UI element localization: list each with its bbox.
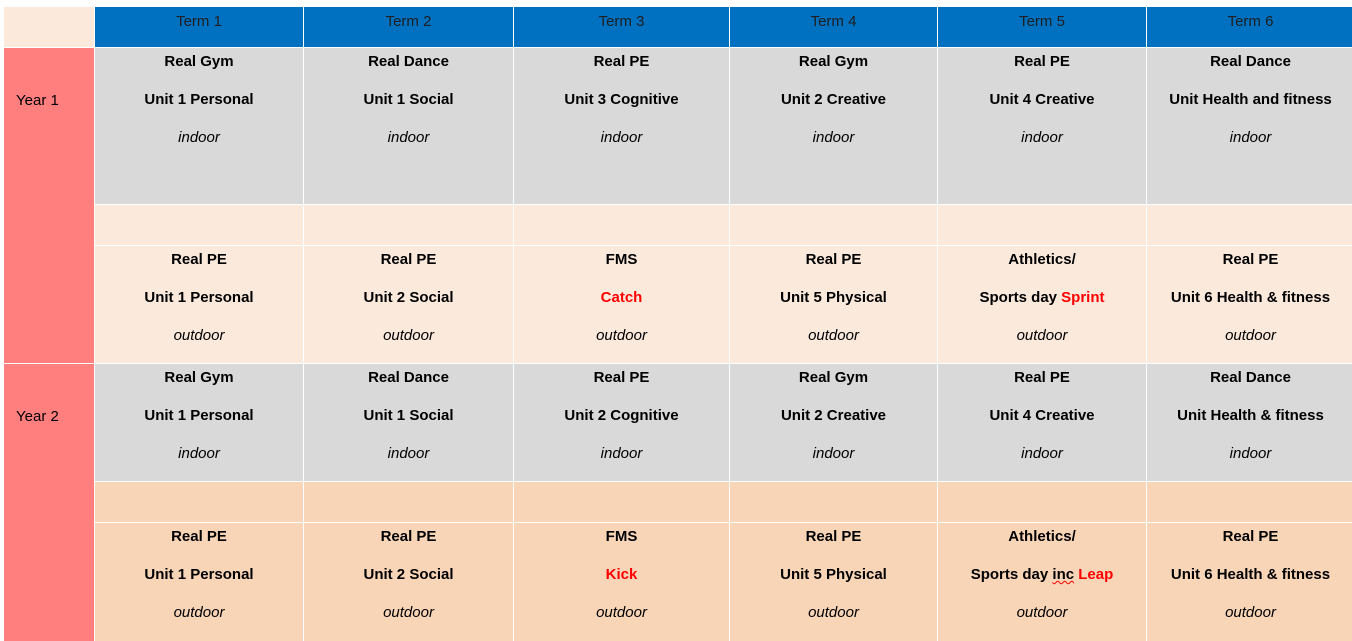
location: outdoor (383, 327, 434, 344)
unit (1147, 288, 1352, 307)
year1-outdoor-term2 (304, 246, 513, 363)
location: indoor (812, 445, 855, 462)
activity: Real Dance (368, 369, 449, 386)
unit-text: Unit 2 Social (363, 566, 454, 583)
unit (304, 565, 513, 584)
header-term-6: Term 6 (1147, 7, 1352, 47)
year2-outdoor-term5 (938, 523, 1146, 641)
highlight-skill: Sprint (1061, 289, 1105, 306)
year2-outdoor-term2 (304, 523, 513, 641)
unit (1147, 565, 1352, 584)
year2-indoor-term2 (304, 364, 513, 481)
spacer-cell (304, 482, 513, 522)
corner-cell (4, 7, 94, 47)
highlight-skill: Leap (1078, 566, 1114, 583)
unit-text: Unit 6 Health & fitness (1170, 289, 1331, 306)
spellcheck-word: inc (1052, 566, 1075, 583)
location: indoor (387, 445, 430, 462)
unit (514, 565, 729, 584)
spacer-cell (514, 482, 729, 522)
unit-text: Unit 5 Physical (780, 566, 887, 583)
year1-outdoor-term6 (1147, 246, 1352, 363)
unit-text: Unit 1 Personal (144, 289, 254, 306)
year1-indoor-term2 (304, 48, 513, 204)
unit (95, 288, 303, 307)
year2-indoor-term1 (95, 364, 303, 481)
spacer-cell (304, 205, 513, 245)
unit: Unit 1 Personal (144, 407, 254, 424)
activity: Real Dance (1210, 369, 1291, 386)
activity: Real Gym (798, 369, 869, 386)
header-term-3: Term 3 (514, 7, 729, 47)
unit: Unit 1 Social (363, 407, 454, 424)
location: indoor (1021, 129, 1063, 146)
unit (938, 565, 1146, 584)
activity: Real PE (805, 528, 862, 545)
header-term-4: Term 4 (730, 7, 937, 47)
location: outdoor (1225, 604, 1276, 621)
unit (730, 565, 937, 584)
location: indoor (1021, 445, 1063, 462)
year1-outdoor-term4 (730, 246, 937, 363)
unit: Unit 2 Creative (780, 91, 887, 108)
year2-outdoor-term4 (730, 523, 937, 641)
activity: Real PE (380, 528, 437, 545)
activity: Real Gym (798, 53, 869, 70)
activity: Athletics/ (1008, 528, 1076, 545)
activity: Real PE (593, 369, 650, 386)
activity: Real Gym (164, 369, 234, 386)
unit-text: Unit 6 Health & fitness (1170, 566, 1331, 583)
year1-indoor-term3 (514, 48, 729, 204)
location: outdoor (1016, 604, 1068, 621)
unit: Unit Health & fitness (1177, 407, 1324, 424)
year1-outdoor-term3 (514, 246, 729, 363)
location: outdoor (173, 604, 225, 621)
spacer-cell (730, 482, 937, 522)
spacer-cell (1147, 205, 1352, 245)
unit-text: Sports day (979, 289, 1062, 306)
location: indoor (178, 445, 220, 462)
unit: Unit Health and fitness (1169, 91, 1332, 108)
activity: Real PE (171, 528, 227, 545)
location: indoor (600, 129, 643, 146)
unit: Unit 4 Creative (989, 407, 1095, 424)
location: outdoor (808, 327, 859, 344)
unit (304, 288, 513, 307)
highlight-skill: Kick (605, 566, 638, 583)
activity: Real Gym (164, 53, 234, 70)
unit-text: Unit 2 Social (363, 289, 454, 306)
unit: Unit 1 Personal (144, 91, 254, 108)
location: indoor (1229, 129, 1272, 146)
spacer-cell (938, 482, 1146, 522)
activity: Real PE (593, 53, 650, 70)
unit (95, 565, 303, 584)
year2-indoor-term5 (938, 364, 1146, 481)
location: indoor (387, 129, 430, 146)
year1-indoor-term1 (95, 48, 303, 204)
unit: Unit 1 Social (363, 91, 454, 108)
year1-indoor-term6 (1147, 48, 1352, 204)
location: indoor (600, 445, 643, 462)
activity: Real PE (171, 251, 227, 268)
activity: Real PE (1222, 528, 1279, 545)
spacer-cell (95, 205, 303, 245)
location: outdoor (596, 327, 647, 344)
year1-outdoor-term5 (938, 246, 1146, 363)
activity: Real PE (1222, 251, 1279, 268)
pe-timetable (4, 7, 1348, 635)
location: outdoor (596, 604, 647, 621)
highlight-skill: Catch (600, 289, 643, 306)
unit: Unit 2 Cognitive (564, 407, 679, 424)
activity: Real PE (1014, 369, 1070, 386)
year2-indoor-term3 (514, 364, 729, 481)
spacer-cell (95, 482, 303, 522)
location: outdoor (383, 604, 434, 621)
year2-indoor-term4 (730, 364, 937, 481)
location: outdoor (808, 604, 859, 621)
unit (938, 288, 1146, 307)
unit: Unit 2 Creative (780, 407, 887, 424)
header-term-2: Term 2 (304, 7, 513, 47)
location: indoor (1229, 445, 1272, 462)
spacer-cell (730, 205, 937, 245)
location: outdoor (1225, 327, 1276, 344)
spacer-cell (938, 205, 1146, 245)
year2-outdoor-term6 (1147, 523, 1352, 641)
activity: FMS (605, 528, 638, 545)
header-term-1: Term 1 (95, 7, 303, 47)
year2-outdoor-term1 (95, 523, 303, 641)
unit (730, 288, 937, 307)
year-2-label: Year 2 (4, 364, 94, 641)
activity: Athletics/ (1008, 251, 1076, 268)
unit-text: Unit 1 Personal (144, 566, 254, 583)
year1-indoor-term4 (730, 48, 937, 204)
location: indoor (178, 129, 220, 146)
header-term-5: Term 5 (938, 7, 1146, 47)
activity: Real Dance (368, 53, 449, 70)
activity: FMS (605, 251, 638, 268)
location: outdoor (1016, 327, 1068, 344)
spacer-cell (514, 205, 729, 245)
location: indoor (812, 129, 855, 146)
unit: Unit 4 Creative (989, 91, 1095, 108)
activity: Real PE (805, 251, 862, 268)
year1-outdoor-term1 (95, 246, 303, 363)
activity: Real PE (1014, 53, 1070, 70)
unit-text: Unit 5 Physical (780, 289, 887, 306)
unit (514, 288, 729, 307)
spacer-cell (1147, 482, 1352, 522)
year2-outdoor-term3 (514, 523, 729, 641)
unit-text: Sports day (970, 566, 1053, 583)
activity: Real Dance (1210, 53, 1291, 70)
activity: Real PE (380, 251, 437, 268)
year2-indoor-term6 (1147, 364, 1352, 481)
year-1-label: Year 1 (4, 48, 94, 363)
unit: Unit 3 Cognitive (564, 91, 679, 108)
location: outdoor (173, 327, 225, 344)
year1-indoor-term5 (938, 48, 1146, 204)
